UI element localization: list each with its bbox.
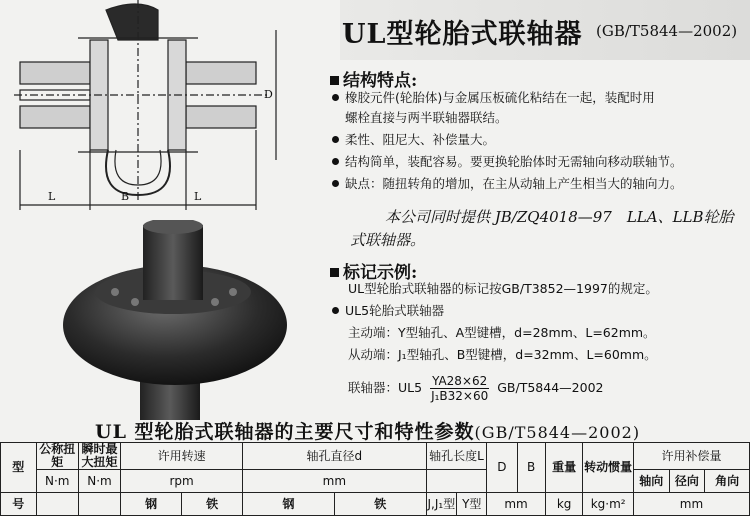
dim-l-right: L [194, 190, 202, 203]
page-title: UL型轮胎式联轴器 [342, 19, 583, 50]
bullet-dot-icon [332, 136, 339, 143]
unit-steel-bore: 钢 [243, 493, 335, 516]
unit-iron-bore: 铁 [334, 493, 426, 516]
feature-text: 缺点：随扭转角的增加，在主从动轴上产生相当大的轴向力。 [345, 176, 683, 191]
th-max-torque: 瞬时最大扭矩 [78, 443, 120, 470]
th-comp: 许用补偿量 [633, 443, 749, 470]
th-speed: 许用转速 [121, 443, 243, 470]
feature-text: 柔性、阻尼大、补偿量大。 [345, 132, 496, 147]
marking-example-title: UL5轮胎式联轴器 [345, 303, 445, 318]
th-torque-unit: N·m [36, 470, 78, 493]
marking-fraction [430, 374, 489, 403]
company-note-line2: 式联轴器。 [350, 231, 426, 249]
table-title [95, 417, 640, 444]
bullet-dot-icon [332, 307, 339, 314]
th-weight: 重量 [545, 443, 583, 493]
unit-mm-comp: mm [633, 493, 749, 516]
th-b: B [517, 443, 545, 493]
fraction-numerator: YA28×62 [432, 374, 488, 388]
th-angular: 角向 [705, 470, 750, 493]
bullet-dot-icon [332, 94, 339, 101]
table-header-row [1, 443, 750, 470]
company-note-line1: 本公司同时提供 JB/ZQ4018—97 LLA、LLB轮胎 [385, 208, 734, 226]
feature-item [332, 174, 683, 194]
th-length: 轴孔长度L [426, 443, 487, 470]
table-header-row [1, 470, 750, 493]
th-axial: 轴向 [633, 470, 669, 493]
title-standard: (GB/T5844—2002) [596, 22, 738, 40]
feature-item [332, 130, 495, 150]
marking-standard: GB/T5844—2002 [497, 380, 604, 395]
marking-driven: 从动端：J₁型轴孔、B型键槽，d=32mm、L=60mm。 [348, 347, 657, 362]
marking-label: 联轴器：UL5 [348, 380, 423, 395]
th-radial: 径向 [669, 470, 705, 493]
features-heading-text: 结构特点: [343, 71, 418, 91]
table-title-standard: (GB/T5844—2002) [474, 423, 641, 442]
unit-y-type: Y型 [457, 493, 487, 516]
th-length-blank [426, 470, 487, 493]
dim-b: B [121, 190, 130, 203]
unit-nm [36, 493, 78, 516]
unit-steel: 钢 [121, 493, 182, 516]
feature-item [332, 88, 655, 108]
marking-formula [348, 374, 603, 403]
th-bore-unit: mm [243, 470, 427, 493]
th-torque: 公称扭矩 [36, 443, 78, 470]
dim-l-left: L [48, 190, 56, 203]
marking-driving: 主动端：Y型轴孔、A型键槽，d=28mm、L=62mm。 [348, 325, 656, 340]
marking-heading-text: 标记示例: [343, 263, 418, 283]
feature-text: 结构简单，装配容易。要更换轮胎体时无需轴向移动联轴节。 [345, 154, 683, 169]
bullet-square-icon [330, 268, 339, 277]
table-unit-row [1, 493, 750, 516]
th-model: 型 [1, 443, 37, 493]
table-title-text: UL 型轮胎式联轴器的主要尺寸和特性参数 [95, 421, 475, 443]
fraction-denominator: J₁B32×60 [431, 389, 489, 403]
th-max-torque-unit: N·m [78, 470, 120, 493]
marking-intro: UL型轮胎式联轴器的标记按GB/T3852—1997的规定。 [348, 281, 658, 296]
unit-iron: 铁 [182, 493, 243, 516]
unit-nm2 [78, 493, 120, 516]
unit-kg: kg [545, 493, 583, 516]
bullet-dot-icon [332, 180, 339, 187]
th-inertia: 转动惯量 [583, 443, 633, 493]
th-bore: 轴孔直径d [243, 443, 427, 470]
spec-table [0, 442, 750, 516]
coupling-section-drawing [8, 0, 308, 225]
th-model-b: 号 [1, 493, 37, 516]
feature-text: 橡胶元件(轮胎体)与金属压板硫化粘结在一起，装配时用 [345, 90, 655, 105]
bullet-dot-icon [332, 158, 339, 165]
bullet-square-icon [330, 76, 339, 85]
feature-item [332, 152, 683, 172]
th-d: D [487, 443, 517, 493]
marking-example [332, 301, 444, 321]
unit-kgm2: kg·m² [583, 493, 633, 516]
feature-text-cont: 螺栓直接与两半联轴器联结。 [345, 110, 508, 125]
coupling-photo [55, 220, 295, 425]
th-speed-unit: rpm [121, 470, 243, 493]
unit-mm-db: mm [487, 493, 545, 516]
dim-d: D [264, 88, 273, 101]
unit-j-type: J,J₁型 [426, 493, 457, 516]
